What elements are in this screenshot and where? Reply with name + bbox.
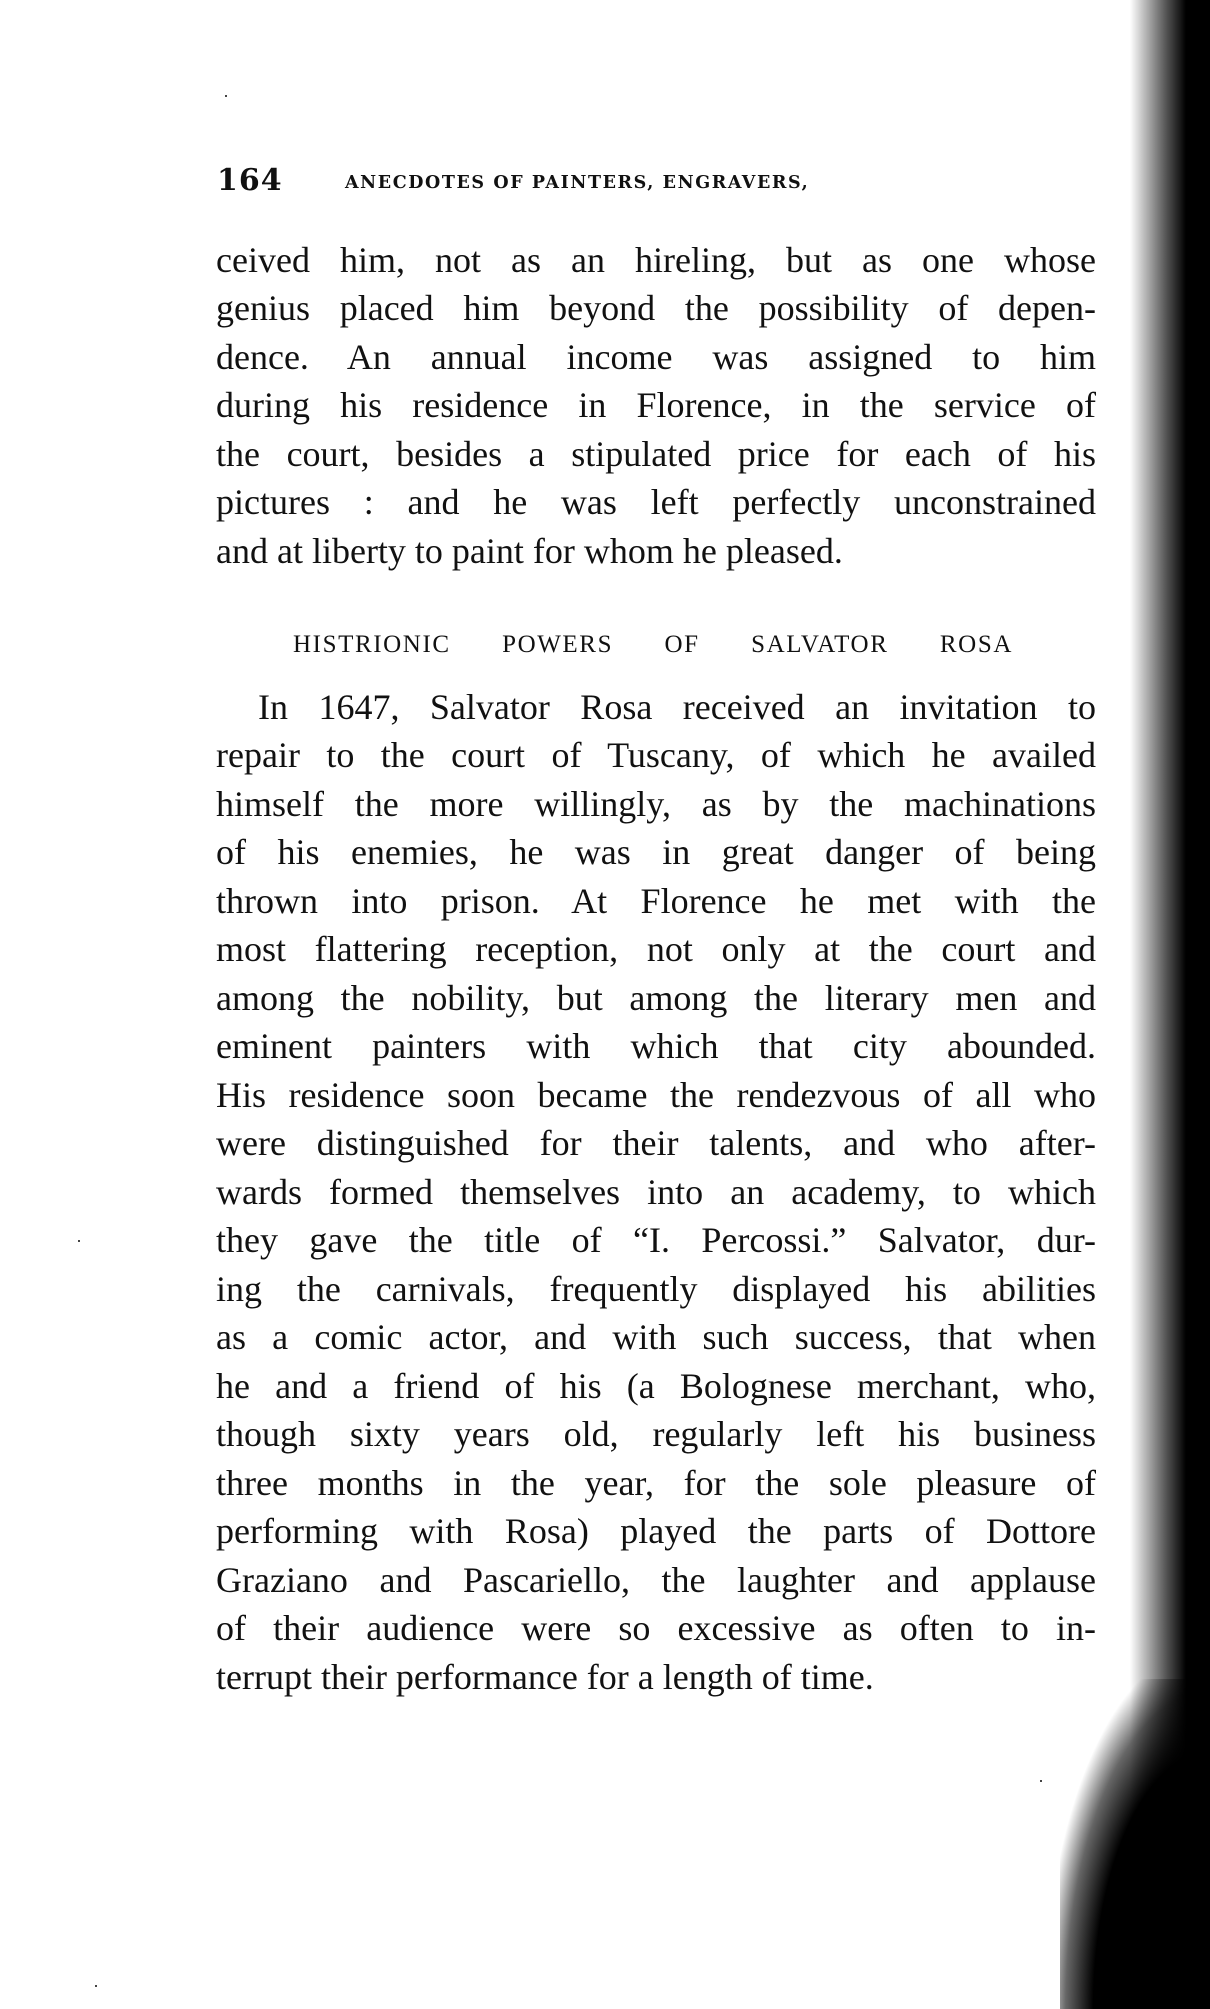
text-line: repair to the court of Tuscany, of which he availed <box>216 735 1096 775</box>
text-line: Graziano and Pascariello, the laughter and applause <box>216 1560 1096 1600</box>
text-line: thrown into prison. At Florence he met with the <box>216 881 1096 921</box>
text-line: performing with Rosa) played the parts of Dottore <box>216 1511 1096 1551</box>
text-line: of their audience were so excessive as often to in- <box>216 1608 1096 1648</box>
section-heading: HISTRIONIC POWERS OF SALVATOR ROSA <box>293 631 1013 658</box>
text-line: eminent painters with which that city abounded. <box>216 1026 1096 1066</box>
scan-speck <box>78 1240 80 1242</box>
text-line: of his enemies, he was in great danger of being <box>216 832 1096 872</box>
page-number: 164 <box>217 163 283 198</box>
text-line: most flattering reception, not only at the court and <box>216 929 1096 969</box>
text-line: himself the more willingly, as by the machinations <box>216 784 1096 824</box>
text-line: during his residence in Florence, in the service of <box>216 385 1096 425</box>
text-line: pictures : and he was left perfectly unconstrained <box>216 482 1096 522</box>
text-line: ceived him, not as an hireling, but as one whose <box>216 240 1096 280</box>
text-line: he and a friend of his (a Bolognese merchant, who, <box>216 1366 1096 1406</box>
text-line: His residence soon became the rendezvous of all who <box>216 1075 1096 1115</box>
text-line: genius placed him beyond the possibility of depen- <box>216 288 1096 328</box>
text-line: terrupt their performance for a length of time. <box>216 1657 874 1697</box>
text-line: ing the carnivals, frequently displayed his abilities <box>216 1269 1096 1309</box>
text-line: In 1647, Salvator Rosa received an invitation to <box>258 687 1096 727</box>
page-corner-shadow <box>1060 1679 1210 2009</box>
scan-speck <box>225 95 227 97</box>
text-line: they gave the title of “I. Percossi.” Salvator, dur- <box>216 1220 1096 1260</box>
running-head <box>217 165 1037 199</box>
text-line: the court, besides a stipulated price for each of his <box>216 434 1096 474</box>
text-line: and at liberty to paint for whom he pleased. <box>216 531 843 571</box>
running-head-title: ANECDOTES OF PAINTERS, ENGRAVERS, <box>345 173 810 193</box>
text-line: wards formed themselves into an academy, to which <box>216 1172 1096 1212</box>
scan-speck <box>95 1985 97 1987</box>
text-line: three months in the year, for the sole pleasure of <box>216 1463 1096 1503</box>
text-line: were distinguished for their talents, and who after- <box>216 1123 1096 1163</box>
text-line: though sixty years old, regularly left his business <box>216 1414 1096 1454</box>
text-line: dence. An annual income was assigned to him <box>216 337 1096 377</box>
scan-speck <box>1040 1780 1042 1782</box>
text-line: among the nobility, but among the literary men and <box>216 978 1096 1018</box>
text-line: as a comic actor, and with such success, that when <box>216 1317 1096 1357</box>
